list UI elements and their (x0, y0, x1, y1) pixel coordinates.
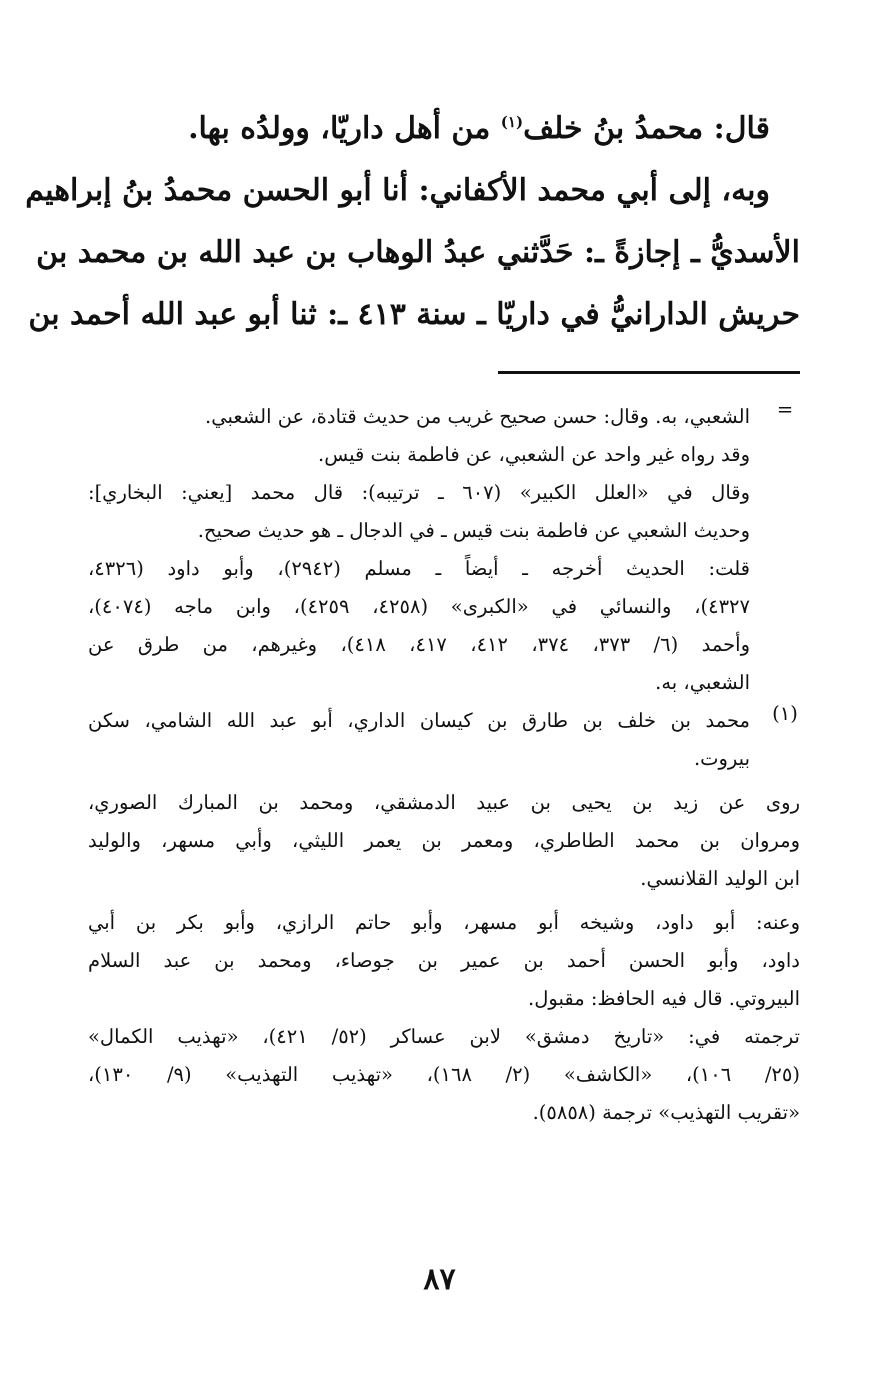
footnote-line: البيروتي. قال فيه الحافظ: مقبول. (528, 987, 800, 1010)
footnote-line: قلت: الحديث أخرجه ـ أيضاً ـ مسلم (٢٩٤٢)، وأبو داود (٤٣٢٦، (88, 557, 750, 580)
footnote-line: (٢٥/ ١٠٦)، «الكاشف» (٢/ ١٦٨)، «تهذيب التهذيب» (٩/ ١٣٠)، (88, 1063, 800, 1086)
footnote-separator (498, 371, 800, 374)
main-text-line-1 (88, 98, 800, 160)
main-text-line-1-end: من أهل داريّا، وولدُه بها. (188, 111, 501, 146)
footnote-line: ابن الوليد القلانسي. (640, 867, 800, 890)
page-number: ٨٧ (423, 1262, 456, 1297)
main-text-line-4: حريش الدارانيُّ في داريّا ـ سنة ٤١٣ ـ: ثنا أبو عبد الله أحمد بن (28, 297, 800, 332)
continued-footnote (88, 398, 800, 702)
main-text (25, 98, 800, 346)
footnote-line: روى عن زيد بن يحيى بن عبيد الدمشقي، ومحمد بن المبارك الصوري، (88, 791, 800, 814)
footnote-line: وعنه: أبو داود، وشيخه أبو مسهر، وأبو حاتم الرازي، وأبو بكر بن أبي (88, 911, 800, 934)
footnote-line: الشعبي، به. وقال: حسن صحيح غريب من حديث قتادة، عن الشعبي. (205, 405, 750, 428)
footnotes (88, 398, 800, 1132)
footnote-line: ومروان بن محمد الطاطري، ومعمر بن يعمر الليثي، وأبي مسهر، والوليد (88, 829, 800, 852)
footnote-line: وأحمد (٦/ ٣٧٣، ٣٧٤، ٤١٢، ٤١٧، ٤١٨)، وغيرهم، من طرق عن (88, 633, 750, 656)
footnote-line: بيروت. (693, 747, 750, 770)
footnote-line: وقال في «العلل الكبير» (٦٠٧ ـ ترتيبه): قال محمد [يعني: البخاري]: (88, 481, 750, 504)
footnote-line: «تقريب التهذيب» ترجمة (٥٨٥٨). (532, 1101, 800, 1124)
footnote-line: وحديث الشعبي عن فاطمة بنت قيس ـ في الدجال ـ هو حديث صحيح. (197, 519, 750, 542)
footnote-1-marker: (١) (772, 702, 798, 725)
footnote-line: الشعبي، به. (655, 671, 750, 694)
main-text-line-1-start: قال: محمدُ بنُ خلف (523, 111, 770, 146)
main-text-line-3: الأسديُّ ـ إجازةً ـ: حَدَّثني عبدُ الوهاب بن عبد الله بن محمد بن (36, 235, 800, 270)
main-text-line-2: وبه، إلى أبي محمد الأكفاني: أنا أبو الحسن محمدُ بنُ إبراهيم (25, 173, 770, 208)
footnote-line: ٤٣٢٧)، والنسائي في «الكبرى» (٤٢٥٨، ٤٢٥٩)، وابن ماجه (٤٠٧٤)، (88, 595, 750, 618)
footnote-line: داود، وأبو الحسن أحمد بن عمير بن جوصاء، ومحمد بن عبد السلام (88, 949, 800, 972)
footnote-reference-1[interactable]: (١) (500, 113, 524, 131)
footnote-1 (88, 702, 800, 1132)
footnote-line: وقد رواه غير واحد عن الشعبي، عن فاطمة بنت قيس. (318, 443, 750, 466)
footnote-line: ترجمته في: «تاريخ دمشق» لابن عساكر (٥٢/ ٤٢١)، «تهذيب الكمال» (88, 1025, 800, 1048)
footnote-line: محمد بن خلف بن طارق بن كيسان الداري، أبو عبد الله الشامي، سكن (88, 709, 750, 732)
continuation-marker: = (776, 398, 794, 421)
